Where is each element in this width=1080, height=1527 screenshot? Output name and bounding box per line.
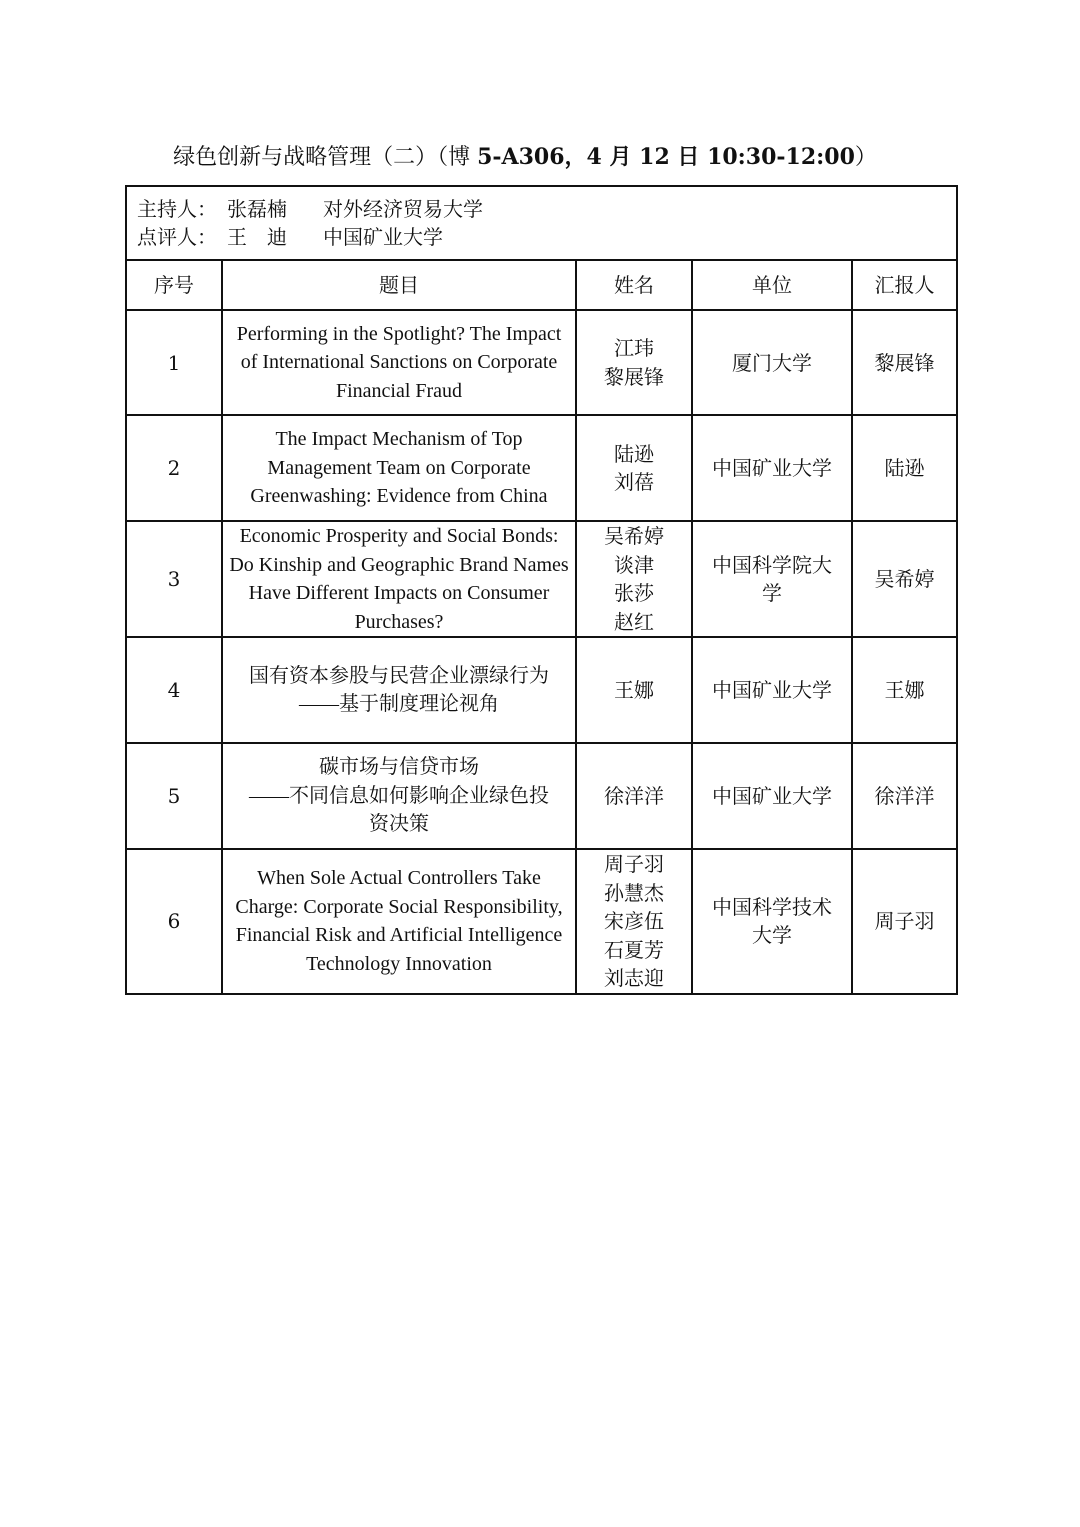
table-row (126, 310, 957, 415)
schedule-table (125, 185, 958, 995)
title-prefix: 绿色创新与战略管理（二）（博 (173, 145, 478, 170)
author-name: 吴希婷 (604, 524, 664, 548)
table-row (126, 637, 957, 743)
row-authors (576, 415, 692, 521)
row-unit (692, 310, 852, 415)
topic-line: 资决策 (369, 813, 429, 836)
row-index: 3 (126, 521, 222, 637)
host-label: 主持人： (137, 197, 217, 221)
row-authors (576, 637, 692, 743)
author-name: 宋彦伍 (604, 909, 664, 933)
header-topic: 题目 (222, 260, 576, 310)
author-name: 周子羽 (604, 852, 664, 876)
host-line (137, 195, 946, 223)
row-index: 5 (126, 743, 222, 849)
author-name: 石夏芳 (604, 937, 664, 962)
host-unit: 对外经济贸易大学 (323, 197, 483, 221)
row-presenter: 黎展锋 (852, 310, 957, 415)
row-unit (692, 637, 852, 743)
row-topic: When Sole Actual Controllers Take Charge: Corporate Social Responsibility, Financial Risk and Artificial Intelligence Technology Innovation (222, 849, 576, 994)
topic-line: ——基于制度理论视角 (299, 693, 499, 715)
unit-line: 中国矿业大学 (712, 456, 832, 480)
row-topic (222, 743, 576, 849)
topic-line: 碳市场与信贷市场 (319, 756, 479, 779)
row-index: 1 (126, 310, 222, 415)
row-topic: Performing in the Spotlight? The Impact of International Sanctions on Corporate Financial Fraud (222, 310, 576, 415)
row-unit (692, 415, 852, 521)
row-presenter: 王娜 (852, 637, 957, 743)
info-cell (126, 186, 957, 260)
author-name: 王娜 (614, 677, 654, 702)
unit-line: 中国科学技术 (712, 895, 832, 920)
row-topic (222, 637, 576, 743)
row-authors (576, 521, 692, 637)
title-suffix: ） (854, 145, 877, 170)
author-name: 刘志迎 (604, 966, 664, 990)
unit-line: 中国矿业大学 (712, 784, 832, 808)
row-index: 2 (126, 415, 222, 521)
reviewer-name: 王 迪 (227, 225, 287, 249)
header-row (126, 260, 957, 310)
row-topic: The Impact Mechanism of Top Management Team on Corporate Greenwashing: Evidence from China (222, 415, 576, 521)
row-unit (692, 849, 852, 994)
row-unit (692, 521, 852, 637)
table-row (126, 521, 957, 637)
row-unit (692, 743, 852, 849)
host-name: 张磊楠 (227, 197, 287, 221)
topic-line: 国有资本参股与民营企业漂绿行为 (249, 664, 549, 687)
row-presenter: 徐洋洋 (852, 743, 957, 849)
author-name: 谈津 (614, 552, 654, 577)
header-unit: 单位 (692, 260, 852, 310)
row-authors (576, 310, 692, 415)
author-name: 徐洋洋 (604, 783, 664, 808)
row-index: 6 (126, 849, 222, 994)
unit-line: 学 (762, 581, 782, 605)
header-names: 姓名 (576, 260, 692, 310)
schedule-table-wrapper (125, 185, 956, 995)
row-presenter: 陆逊 (852, 415, 957, 521)
reviewer-unit: 中国矿业大学 (323, 225, 443, 249)
table-body (126, 310, 957, 994)
author-name: 孙慧杰 (604, 880, 664, 905)
topic-line: ——不同信息如何影响企业绿色投 (249, 784, 549, 807)
header-presenter: 汇报人 (852, 260, 957, 310)
author-name: 赵红 (614, 609, 654, 634)
author-name: 江玮 (614, 336, 654, 360)
unit-line: 大学 (752, 923, 792, 948)
row-topic: Economic Prosperity and Social Bonds: Do Kinship and Geographic Brand Names Have Different Impacts on Consumer Purchases? (222, 521, 576, 637)
table-row (126, 743, 957, 849)
title-detail: 5-A306，4 月 12 日 10:30-12:00 (477, 144, 855, 170)
author-name: 黎展锋 (604, 364, 664, 389)
row-authors (576, 849, 692, 994)
unit-line: 中国科学院大 (712, 553, 832, 577)
table-row (126, 415, 957, 521)
row-presenter: 吴希婷 (852, 521, 957, 637)
author-name: 刘蓓 (614, 470, 654, 494)
table-row (126, 849, 957, 994)
info-row (126, 186, 957, 260)
reviewer-label: 点评人： (137, 225, 217, 249)
unit-line: 厦门大学 (732, 350, 812, 375)
unit-line: 中国矿业大学 (712, 678, 832, 702)
reviewer-line (137, 223, 946, 251)
author-name: 陆逊 (614, 441, 654, 466)
row-presenter: 周子羽 (852, 849, 957, 994)
author-name: 张莎 (614, 581, 654, 605)
row-index: 4 (126, 637, 222, 743)
page-title (0, 140, 1050, 175)
row-authors (576, 743, 692, 849)
header-index: 序号 (126, 260, 222, 310)
